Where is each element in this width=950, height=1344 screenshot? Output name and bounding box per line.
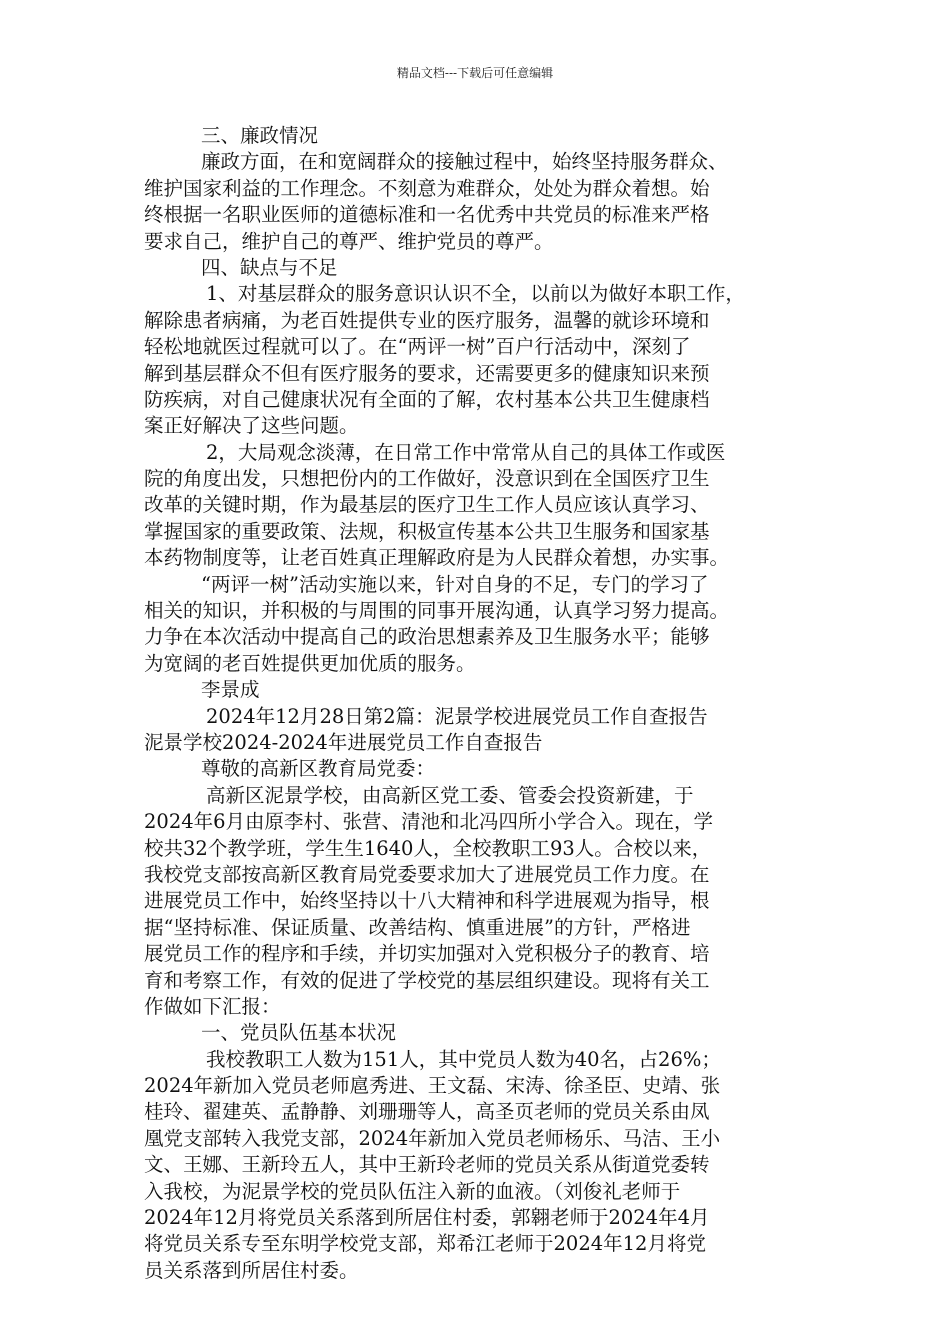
paragraph-line: 高新区泥景学校，由高新区党工委、管委会投资新建，于 (206, 783, 694, 807)
document-title: 泥景学校2024-2024年进展党员工作自查报告 (144, 730, 543, 754)
paragraph-line: 1、对基层群众的服务意识认识不全，以前以为做好本职工作， (206, 282, 745, 306)
paragraph-line: 案正好解决了这些问题。 (144, 414, 359, 438)
paragraph-line: 桂玲、翟建英、孟静静、刘珊珊等人，高圣页老师的党员关系由凤 (144, 1100, 710, 1124)
paragraph-line: 解除患者病痛，为老百姓提供专业的医疗服务，温馨的就诊环境和 (144, 308, 710, 332)
paragraph-line: 2024年6月由原李村、张营、清池和北冯四所小学合入。现在，学 (144, 810, 714, 834)
paragraph-line: 育和考察工作，有效的促进了学校党的基层组织建设。现将有关工 (144, 968, 710, 992)
paragraph-line: 我校教职工人数为151人，其中党员人数为40名，占26%； (206, 1047, 721, 1071)
paragraph-line: 为宽阔的老百姓提供更加优质的服务。 (144, 651, 476, 675)
paragraph-line: 员关系落到所居住村委。 (144, 1258, 359, 1282)
page-header: 精品文档---下载后可任意编辑 (396, 66, 554, 80)
signature-name: 李景成 (201, 678, 260, 702)
paragraph-line: 维护国家利益的工作理念。不刻意为难群众，处处为群众着想。始 (144, 176, 710, 200)
section-heading: 四、缺点与不足 (201, 255, 338, 279)
paragraph-line: 文、王娜、王新玲五人，其中王新玲老师的党员关系从街道党委转 (144, 1153, 710, 1177)
paragraph-line: 作做如下汇报： (144, 994, 281, 1018)
paragraph-line: 本药物制度等，让老百姓真正理解政府是为人民群众着想，办实事。 (144, 546, 730, 570)
paragraph-line: 掌握国家的重要政策、法规，积极宣传基本公共卫生服务和国家基 (144, 519, 710, 543)
paragraph-line: 轻松地就医过程就可以了。在“两评一树”百户行活动中，深刻了 (144, 335, 691, 359)
paragraph-line: “两评一树”活动实施以来，针对自身的不足，专门的学习了 (201, 572, 709, 596)
paragraph-line: 解到基层群众不但有医疗服务的要求，还需要更多的健康知识来预 (144, 361, 710, 385)
paragraph-line: 力争在本次活动中提高自己的政治思想素养及卫生服务水平；能够 (144, 625, 710, 649)
paragraph-line: 院的角度出发，只想把份内的工作做好，没意识到在全国医疗卫生 (144, 467, 710, 491)
paragraph-line: 2，大局观念淡薄，在日常工作中常常从自己的具体工作或医 (206, 440, 726, 464)
paragraph-line: 凰党支部转入我党支部，2024年新加入党员老师杨乐、马洁、王小 (144, 1126, 721, 1150)
salutation: 尊敬的高新区教育局党委： (201, 757, 436, 781)
section-heading: 一、党员队伍基本状况 (201, 1021, 397, 1045)
paragraph-line: 入我校，为泥景学校的党员队伍注入新的血液。（刘俊礼老师于 (144, 1179, 681, 1203)
paragraph-line: 相关的知识，并积极的与周围的同事开展沟通，认真学习努力提高。 (144, 599, 730, 623)
paragraph-line: 2024年新加入党员老师扈秀进、王文磊、宋涛、徐圣臣、史靖、张 (144, 1074, 721, 1098)
paragraph-line: 将党员关系专至东明学校党支部，郑希江老师于2024年12月将党 (144, 1232, 706, 1256)
section-heading: 三、廉政情况 (201, 124, 319, 147)
paragraph-line: 2024年12月将党员关系落到所居住村委，郭翱老师于2024年4月 (144, 1206, 710, 1230)
paragraph-line: 进展党员工作中，始终坚持以十八大精神和科学进展观为指导，根 (144, 889, 710, 913)
paragraph-line: 终根据一名职业医师的道德标准和一名优秀中共党员的标准来严格 (144, 203, 710, 227)
paragraph-line: 校共32个教学班，学生生1640人，全校教职工93人。合校以来， (144, 836, 712, 860)
paragraph-line: 据“坚持标准、保证质量、改善结构、慎重进展”的方针，严格进 (144, 915, 691, 939)
paragraph-line: 展党员工作的程序和手续，并切实加强对入党积极分子的教育、培 (144, 942, 710, 966)
document-body (144, 123, 814, 1284)
paragraph-line: 廉政方面，在和宽阔群众的接触过程中，始终坚持服务群众、 (201, 150, 728, 174)
paragraph-line: 要求自己，维护自己的尊严、维护党员的尊严。 (144, 229, 554, 253)
paragraph-line: 我校党支部按高新区教育局党委要求加大了进展党员工作力度。在 (144, 862, 710, 886)
date-and-title-line: 2024年12月28日第2篇：泥景学校进展党员工作自查报告 (206, 704, 708, 728)
paragraph-line: 防疾病，对自己健康状况有全面的了解，农村基本公共卫生健康档 (144, 387, 710, 411)
paragraph-line: 改革的关键时期，作为最基层的医疗卫生工作人员应该认真学习、 (144, 493, 710, 517)
